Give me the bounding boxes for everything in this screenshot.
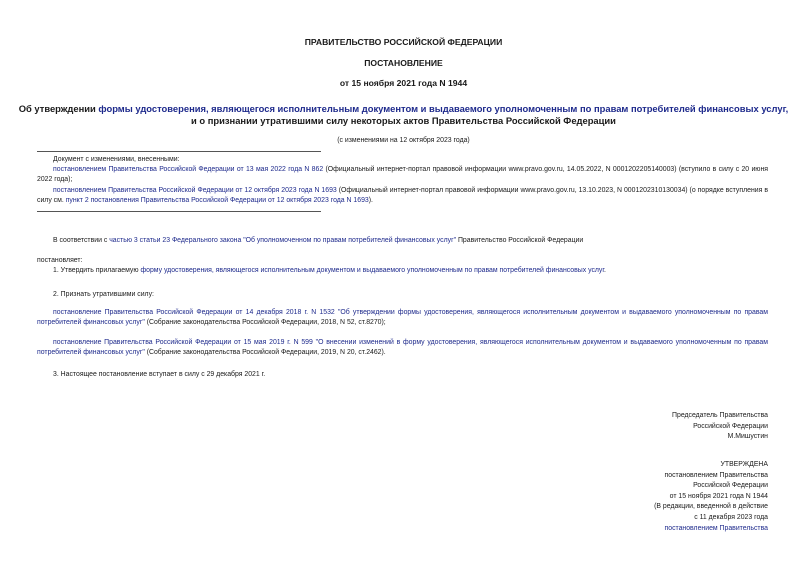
clause-2: 2. Признать утратившими силу: [53, 291, 154, 298]
approval-line-2: постановлением Правительства [664, 471, 768, 479]
clause-1-suffix: . [604, 267, 606, 274]
document-date-number: от 15 ноября 2021 года N 1944 [339, 78, 468, 88]
preamble-prefix: В соответствии с [53, 237, 110, 244]
signature-name: М.Мишустин [727, 433, 768, 441]
government-heading: ПРАВИТЕЛЬСТВО РОССИЙСКОЙ ФЕДЕРАЦИИ [304, 37, 503, 47]
change-item-2 [37, 186, 768, 206]
approval-block [654, 460, 768, 534]
signature-block [672, 411, 768, 443]
change-item-1 [37, 165, 768, 185]
repealed-act-1-source: (Собрание законодательства Российской Федерации, 2018, N 52, ст.8270); [144, 319, 386, 326]
preamble-suffix: Правительство Российской Федерации [456, 237, 584, 244]
approval-heading: УТВЕРЖДЕНА [720, 461, 768, 468]
change-1-text: (Официальный интернет-портал правовой информации www.pravo.gov.ru, 14.05.2022, N 0001202205140003) (вступило в силу с 20 июня 2022 года); [37, 166, 768, 183]
approval-decree-link[interactable]: постановлением Правительства [664, 524, 768, 532]
signature-position: Председатель Правительства [672, 412, 768, 419]
document-title [0, 103, 807, 127]
change-2-end: ). [368, 197, 373, 204]
revision-note: (с изменениями на 12 октября 2023 года) [337, 137, 470, 144]
title-prefix: Об утверждении [18, 103, 99, 114]
change-2-link[interactable]: постановлением Правительства Российской Федерации от 12 октября 2023 года N 1693 [53, 187, 337, 194]
title-form-link[interactable]: формы удостоверения, являющегося исполнительным документом и выдаваемого уполномоченным по правам потребителей финансовых услуг, [98, 103, 789, 114]
divider-top [37, 151, 321, 152]
change-2-text: (Официальный интернет-портал правовой информации www.pravo.gov.ru, 13.10.2023, N 0001202310130034) (о порядке вступления в силу см. [37, 187, 768, 204]
clause-3: 3. Настоящее постановление вступает в силу с 29 декабря 2021 г. [53, 371, 266, 378]
approval-line-6: с 11 декабря 2023 года [694, 513, 768, 521]
clause-1-form-link[interactable]: форму удостоверения, являющегося исполнительным документом и выдаваемого уполномоченным по правам потребителей финансовых услуг [140, 267, 605, 274]
clause-1 [53, 266, 768, 276]
change-2-entry-link[interactable]: пункт 2 постановления Правительства Российской Федерации от 12 октября 2023 года N 1693 [65, 197, 369, 204]
approval-line-4: от 15 ноября 2021 года N 1944 [669, 492, 768, 500]
law-article-link[interactable]: частью 3 статьи 23 Федерального закона "Об уполномоченном по правам потребителей финансовых услуг" [109, 237, 457, 244]
clause-1-prefix: 1. Утвердить прилагаемую [53, 267, 141, 274]
repealed-act-2 [37, 338, 768, 358]
repealed-act-1-link[interactable]: постановление Правительства Российской Федерации от 14 декабря 2018 г. N 1532 "Об утверждении формы удостоверения, являющегося исполнительным документом и выдаваемого уполномоченным по правам потребителей финансовых услуг" [37, 309, 768, 326]
changes-intro: Документ с изменениями, внесенными: [53, 156, 180, 163]
approval-line-3: Российской Федерации [693, 482, 768, 490]
repealed-act-2-link[interactable]: постановление Правительства Российской Федерации от 15 мая 2019 г. N 599 "О внесении изменений в форму удостоверения, являющегося исполнительным документом и выдаваемого уполномоченным по правам потребителей финансовых услуг" [37, 339, 768, 356]
decree-word: постановляет: [37, 257, 83, 264]
repealed-act-1 [37, 308, 768, 328]
title-line2: и о признании утратившими силу некоторых актов Правительства Российской Федерации [191, 115, 616, 126]
preamble-paragraph [53, 236, 768, 246]
signature-country: Российской Федерации [693, 422, 768, 430]
document-type: ПОСТАНОВЛЕНИЕ [364, 58, 443, 68]
divider-bottom [37, 211, 321, 212]
change-1-link[interactable]: постановлением Правительства Российской Федерации от 13 мая 2022 года N 862 [53, 166, 324, 173]
approval-line-5: (В редакции, введенной в действие [654, 503, 768, 511]
repealed-act-2-source: (Собрание законодательства Российской Федерации, 2019, N 20, ст.2462). [144, 349, 386, 356]
